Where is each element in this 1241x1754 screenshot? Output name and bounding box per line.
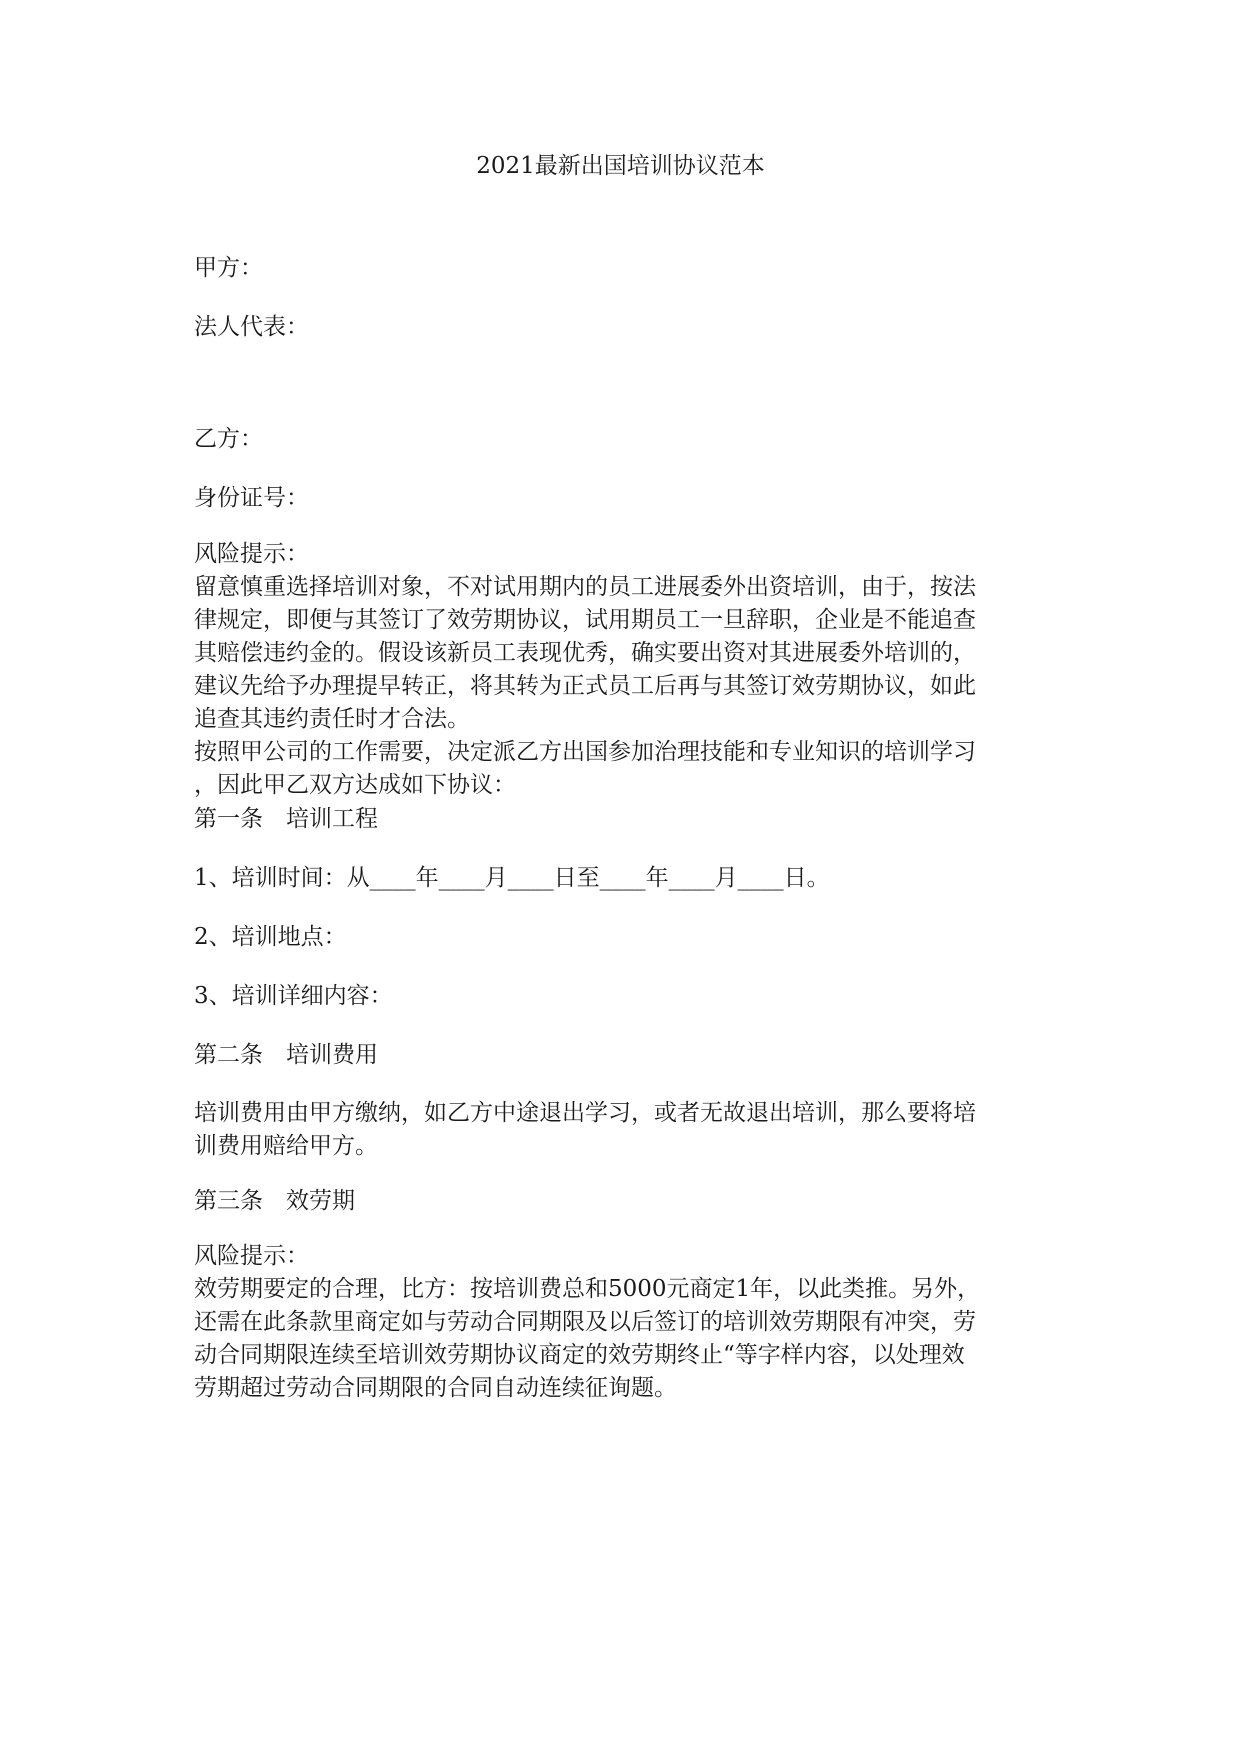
risk-tip-1-heading: 风险提示： — [194, 541, 309, 567]
risk-tip-2-heading: 风险提示： — [194, 1243, 309, 1269]
document-title: 2021最新出国培训协议范本 — [476, 153, 765, 179]
article-2-heading: 第二条 培训费用 — [194, 1042, 378, 1068]
risk-tip-1-line: 建议先给予办理提早转正，将其转为正式员工后再与其签订效劳期协议，如此 — [194, 673, 976, 699]
article-1-item-2: 2、培训地点： — [194, 924, 347, 950]
article-3-line: 动合同期限连续至培训效劳期协议商定的效劳期终止“等字样内容，以处理效 — [194, 1342, 965, 1368]
party-b-label: 乙方： — [194, 426, 263, 452]
article-3-body — [194, 1240, 1054, 1405]
id-number-label: 身份证号： — [194, 485, 309, 511]
article-3-line: 还需在此条款里商定如与劳动合同期限及以后签订的培训效劳期限有冲突，劳 — [194, 1309, 976, 1335]
legal-rep-label: 法人代表： — [194, 314, 309, 340]
article-3-line: 劳期超过劳动合同期限的合同自动连续征询题。 — [194, 1375, 677, 1401]
article-1-heading: 第一条 培训工程 — [194, 806, 378, 832]
intro-line: 按照甲公司的工作需要，决定派乙方出国参加治理技能和专业知识的培训学习 — [194, 739, 976, 765]
risk-tip-1-line: 留意慎重选择培训对象，不对试用期内的员工进展委外出资培训，由于，按法 — [194, 574, 976, 600]
article-1-item-1: 1、培训时间：从____年____月____日至____年____月____日。 — [194, 865, 830, 891]
article-3-heading: 第三条 效劳期 — [194, 1188, 355, 1214]
article-1-item-3: 3、培训详细内容： — [194, 983, 393, 1009]
risk-tip-1-line: 追查其违约责任时才合法。 — [194, 706, 470, 732]
risk-tip-1 — [194, 538, 1054, 802]
article-2-line: 训费用赔给甲方。 — [194, 1133, 378, 1159]
intro-line: ，因此甲乙双方达成如下协议： — [194, 772, 516, 798]
risk-tip-1-line: 律规定，即便与其签订了效劳期协议，试用期员工一旦辞职，企业是不能追查 — [194, 607, 976, 633]
article-3-line: 效劳期要定的合理，比方：按培训费总和5000元商定1年，以此类推。另外， — [194, 1276, 981, 1302]
party-a-label: 甲方： — [194, 255, 263, 281]
risk-tip-1-line: 其赔偿违约金的。假设该新员工表现优秀，确实要出资对其进展委外培训的， — [194, 640, 976, 666]
article-2-line: 培训费用由甲方缴纳，如乙方中途退出学习，或者无故退出培训，那么要将培 — [194, 1100, 976, 1126]
article-2-body — [194, 1097, 1054, 1163]
